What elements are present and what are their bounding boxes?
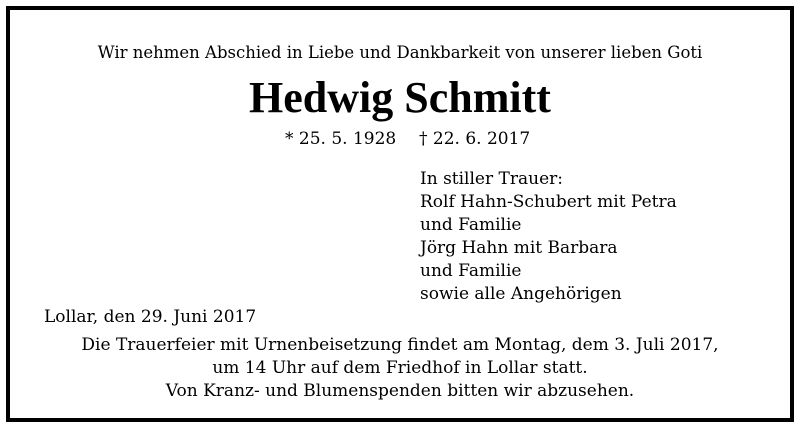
deceased-name: Hedwig Schmitt bbox=[249, 73, 551, 122]
place-date: Lollar, den 29. Juni 2017 bbox=[44, 307, 257, 327]
notice-line: Die Trauerfeier mit Urnenbeisetzung findet am Montag, dem 3. Juli 2017, bbox=[81, 335, 719, 355]
birth-date: * 25. 5. 1928 bbox=[285, 129, 397, 149]
death-date: † 22. 6. 2017 bbox=[419, 129, 531, 149]
notice-line: Von Kranz- und Blumenspenden bitten wir abzusehen. bbox=[165, 381, 635, 401]
obituary-frame bbox=[6, 6, 794, 422]
intro-text: Wir nehmen Abschied in Liebe und Dankbarkeit von unserer lieben Goti bbox=[97, 43, 703, 62]
mourner-line: Rolf Hahn-Schubert mit Petra bbox=[420, 192, 677, 212]
mourners-block bbox=[420, 168, 677, 306]
mourner-line: sowie alle Angehörigen bbox=[420, 284, 622, 304]
mourners-heading: In stiller Trauer: bbox=[420, 169, 563, 189]
mourner-line: und Familie bbox=[420, 261, 522, 281]
mourner-line: Jörg Hahn mit Barbara bbox=[420, 238, 618, 258]
mourner-line: und Familie bbox=[420, 215, 522, 235]
notice-line: um 14 Uhr auf dem Friedhof in Lollar statt. bbox=[212, 358, 588, 378]
funeral-notice bbox=[10, 334, 790, 403]
